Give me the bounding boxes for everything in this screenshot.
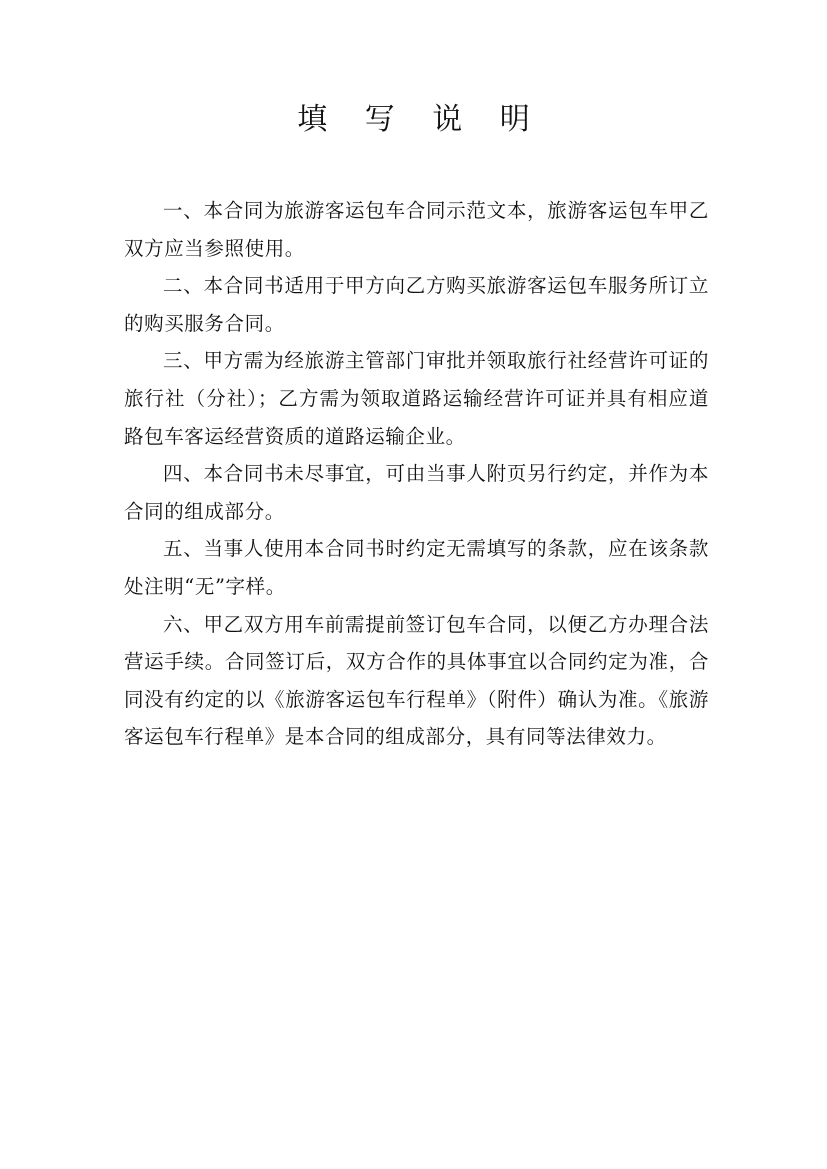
page-title: 填 写 说 明 [297, 102, 544, 137]
instruction-paragraph-4: 四、本合同书未尽事宜，可由当事人附页另行约定，并作为本合同的组成部分。 [124, 462, 709, 523]
instruction-paragraph-3: 三、甲方需为经旅游主管部门审批并领取旅行社经营许可证的旅行社（分社）；乙方需为领取道路运输经营许可证并具有相应道路包车客运经营资质的道路运输企业。 [124, 349, 709, 448]
instruction-paragraph-2: 二、本合同书适用于甲方向乙方购买旅游客运包车服务所订立的购买服务合同。 [124, 274, 709, 335]
instruction-paragraph-1: 一、本合同为旅游客运包车合同示范文本，旅游客运包车甲乙双方应当参照使用。 [124, 199, 709, 260]
instruction-paragraph-5: 五、当事人使用本合同书时约定无需填写的条款，应在该条款处注明“无”字样。 [124, 537, 709, 598]
instructions-body [124, 192, 709, 756]
instruction-paragraph-6: 六、甲乙双方用车前需提前签订包车合同，以便乙方办理合法营运手续。合同签订后，双方合作的具体事宜以合同约定为准，合同没有约定的以《旅游客运包车行程单》（附件）确认为准。《旅游客运包车行程单》是本合同的组成部分，具有同等法律效力。 [124, 612, 709, 749]
